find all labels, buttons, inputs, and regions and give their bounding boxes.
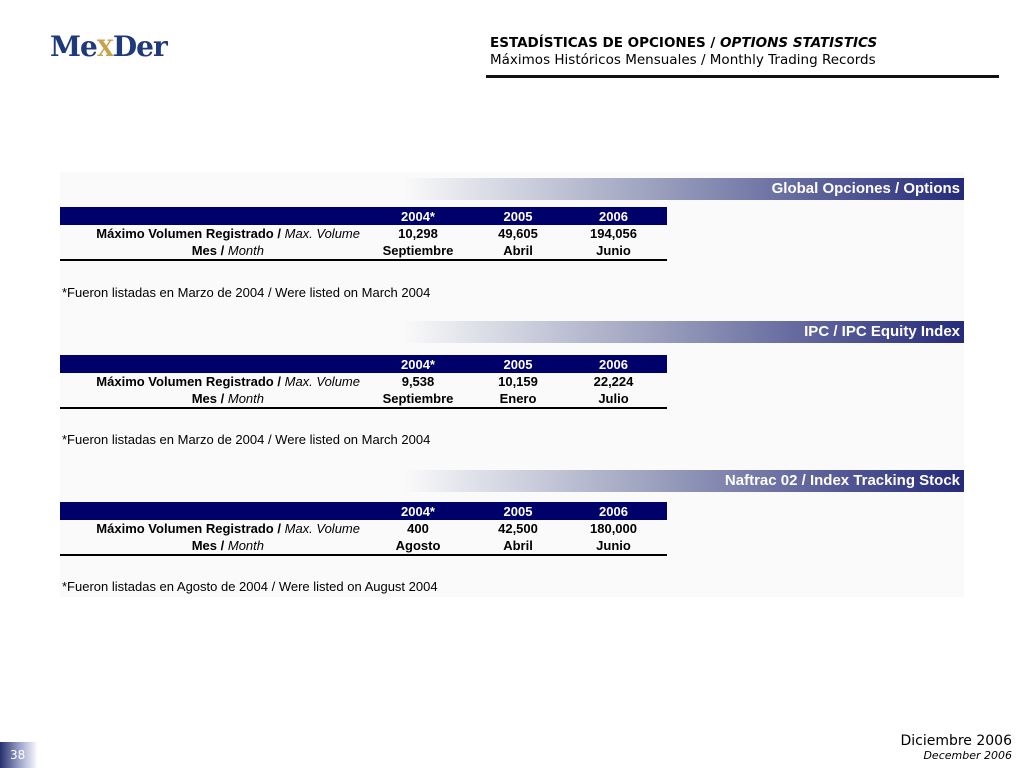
cell-volume: 9,538 <box>401 374 435 389</box>
cell-month: Abril <box>476 537 560 555</box>
cell-month: Abril <box>476 242 560 260</box>
cell-volume: 10,298 <box>398 226 438 241</box>
col-header: 2005 <box>476 207 560 225</box>
cell-month: Septiembre <box>360 390 476 408</box>
cell-volume: 180,000 <box>590 521 637 536</box>
cell-month: Junio <box>560 537 667 555</box>
cell-volume: 49,605 <box>498 226 538 241</box>
section-banner-global: Global Opciones / Options <box>60 178 964 200</box>
cell-volume: 194,056 <box>590 226 637 241</box>
col-header: 2004* <box>360 502 476 520</box>
section-banner-ipc: IPC / IPC Equity Index <box>60 321 964 343</box>
cell-month: Agosto <box>360 537 476 555</box>
stats-table-global <box>60 207 667 261</box>
footnote: *Fueron listadas en Agosto de 2004 / Were listed on August 2004 <box>62 579 438 594</box>
header-divider <box>486 75 999 78</box>
date-en: December 2006 <box>923 749 1012 762</box>
footnote: *Fueron listadas en Marzo de 2004 / Were listed on March 2004 <box>62 285 431 300</box>
stats-table-naftrac <box>60 502 667 556</box>
row-label-volume: Máximo Volumen Registrado / Max. Volume <box>96 521 360 536</box>
cell-month: Enero <box>476 390 560 408</box>
cell-volume: 22,224 <box>593 374 634 389</box>
cell-volume: 10,159 <box>498 374 538 389</box>
date-es: Diciembre 2006 <box>900 733 1012 749</box>
cell-month: Julio <box>560 390 667 408</box>
col-header: 2005 <box>476 502 560 520</box>
statistics-panel <box>60 172 964 597</box>
col-header: 2006 <box>560 502 667 520</box>
col-header: 2004* <box>360 355 476 373</box>
page-subtitle: Máximos Históricos Mensuales / Monthly Trading Records <box>490 52 876 68</box>
col-header: 2005 <box>476 355 560 373</box>
section-banner-naftrac: Naftrac 02 / Index Tracking Stock <box>60 470 964 492</box>
page-header <box>490 35 1000 69</box>
row-label-month: Mes / Month <box>60 537 360 555</box>
stats-table-ipc <box>60 355 667 409</box>
row-label-month: Mes / Month <box>60 242 360 260</box>
row-label-volume: Máximo Volumen Registrado / Max. Volume <box>96 374 360 389</box>
col-header: 2004* <box>360 207 476 225</box>
row-label-volume: Máximo Volumen Registrado / Max. Volume <box>96 226 360 241</box>
mexder-logo: MeXDer <box>50 30 167 63</box>
page-number: 38 <box>0 742 38 768</box>
footer-date <box>900 733 1012 762</box>
col-header: 2006 <box>560 207 667 225</box>
col-header: 2006 <box>560 355 667 373</box>
page-title: ESTADÍSTICAS DE OPCIONES / OPTIONS STATISTICS <box>490 35 878 51</box>
cell-month: Junio <box>560 242 667 260</box>
row-label-month: Mes / Month <box>60 390 360 408</box>
footnote: *Fueron listadas en Marzo de 2004 / Were listed on March 2004 <box>62 432 431 447</box>
cell-month: Septiembre <box>360 242 476 260</box>
cell-volume: 400 <box>407 521 429 536</box>
cell-volume: 42,500 <box>498 521 538 536</box>
